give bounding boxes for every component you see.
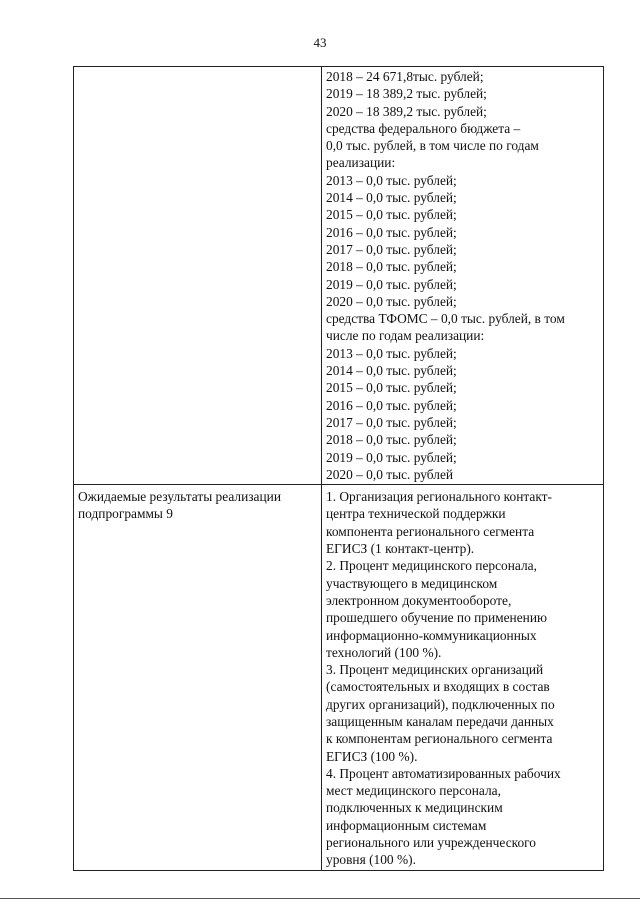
cell-text-line: 2013 – 0,0 тыс. рублей;: [326, 345, 457, 361]
cell-text-line: ЕГИСЗ (1 контакт-центр).: [326, 541, 475, 557]
cell-text-line: 2019 – 0,0 тыс. рублей;: [326, 449, 457, 465]
cell-text-line: компонента регионального сегмента: [326, 523, 535, 539]
cell-text-line: защищенным каналам передачи данных: [326, 713, 554, 729]
row-label-cell: [74, 485, 322, 871]
cell-text-line: 4. Процент автоматизированных рабочих: [326, 765, 561, 781]
cell-text-line: регионального или учрежденческого: [326, 835, 537, 851]
cell-text-line: 2020 – 18 389,2 тыс. рублей;: [326, 103, 487, 119]
cell-text-line: 2015 – 0,0 тыс. рублей;: [326, 207, 457, 223]
cell-text-line: 2020 – 0,0 тыс. рублей: [326, 466, 454, 482]
cell-text-line: информационным системам: [326, 817, 487, 833]
cell-text-line: 2017 – 0,0 тыс. рублей;: [326, 241, 457, 257]
row-value-cell: [322, 67, 604, 485]
page-number: 43: [313, 35, 327, 50]
cell-text-line: 2013 – 0,0 тыс. рублей;: [326, 172, 457, 188]
cell-text-line: 2014 – 0,0 тыс. рублей;: [326, 363, 457, 379]
cell-text-line: Ожидаемые результаты реализации: [78, 489, 281, 505]
cell-text-line: уровня (100 %).: [326, 852, 416, 868]
cell-text-line: электронном документообороте,: [326, 592, 512, 608]
cell-text-line: 2016 – 0,0 тыс. рублей;: [326, 224, 457, 240]
cell-text-line: мест медицинского персонала,: [326, 783, 501, 799]
row-value-cell: [322, 485, 604, 871]
cell-text-line: 2016 – 0,0 тыс. рублей;: [326, 397, 457, 413]
cell-text-line: (самостоятельных и входящих в состав: [326, 679, 550, 695]
cell-text-line: 3. Процент медицинских организаций: [326, 662, 544, 678]
cell-text-line: 2. Процент медицинского персонала,: [326, 558, 537, 574]
cell-text-line: центра технической поддержки: [326, 506, 506, 522]
cell-text-line: информационно-коммуникационных: [326, 627, 537, 643]
cell-text-line: 2015 – 0,0 тыс. рублей;: [326, 380, 457, 396]
footer-rule: [0, 898, 640, 899]
cell-text-line: 0,0 тыс. рублей, в том числе по годам: [326, 138, 539, 154]
cell-text-line: средства федерального бюджета –: [326, 120, 521, 136]
cell-text-line: 2019 – 0,0 тыс. рублей;: [326, 276, 457, 292]
table-row: [74, 67, 604, 485]
program-table: [73, 66, 604, 871]
cell-text-line: 2019 – 18 389,2 тыс. рублей;: [326, 86, 487, 102]
cell-text-line: 2020 – 0,0 тыс. рублей;: [326, 293, 457, 309]
table-row: [74, 485, 604, 871]
cell-text-line: 2018 – 0,0 тыс. рублей;: [326, 432, 457, 448]
cell-text-line: прошедшего обучение по применению: [326, 610, 547, 626]
cell-text-line: к компонентам регионального сегмента: [326, 731, 553, 747]
cell-text-line: ЕГИСЗ (100 %).: [326, 748, 418, 764]
row-label-cell: [74, 67, 322, 485]
cell-text-line: участвующего в медицинском: [326, 575, 498, 591]
cell-text-line: 2018 – 0,0 тыс. рублей;: [326, 259, 457, 275]
cell-text-line: 2014 – 0,0 тыс. рублей;: [326, 190, 457, 206]
cell-text-line: реализации:: [326, 155, 396, 171]
cell-text-line: числе по годам реализации:: [326, 328, 485, 344]
cell-text-line: 1. Организация регионального контакт-: [326, 489, 552, 505]
cell-text-line: 2017 – 0,0 тыс. рублей;: [326, 414, 457, 430]
cell-text-line: других организаций), подключенных по: [326, 696, 555, 712]
cell-text-line: средства ТФОМС – 0,0 тыс. рублей, в том: [326, 311, 565, 327]
cell-text-line: 2018 – 24 671,8тыс. рублей;: [326, 69, 484, 84]
cell-text-line: подпрограммы 9: [78, 506, 173, 522]
cell-text-line: технологий (100 %).: [326, 644, 442, 660]
cell-text-line: подключенных к медицинским: [326, 800, 503, 816]
